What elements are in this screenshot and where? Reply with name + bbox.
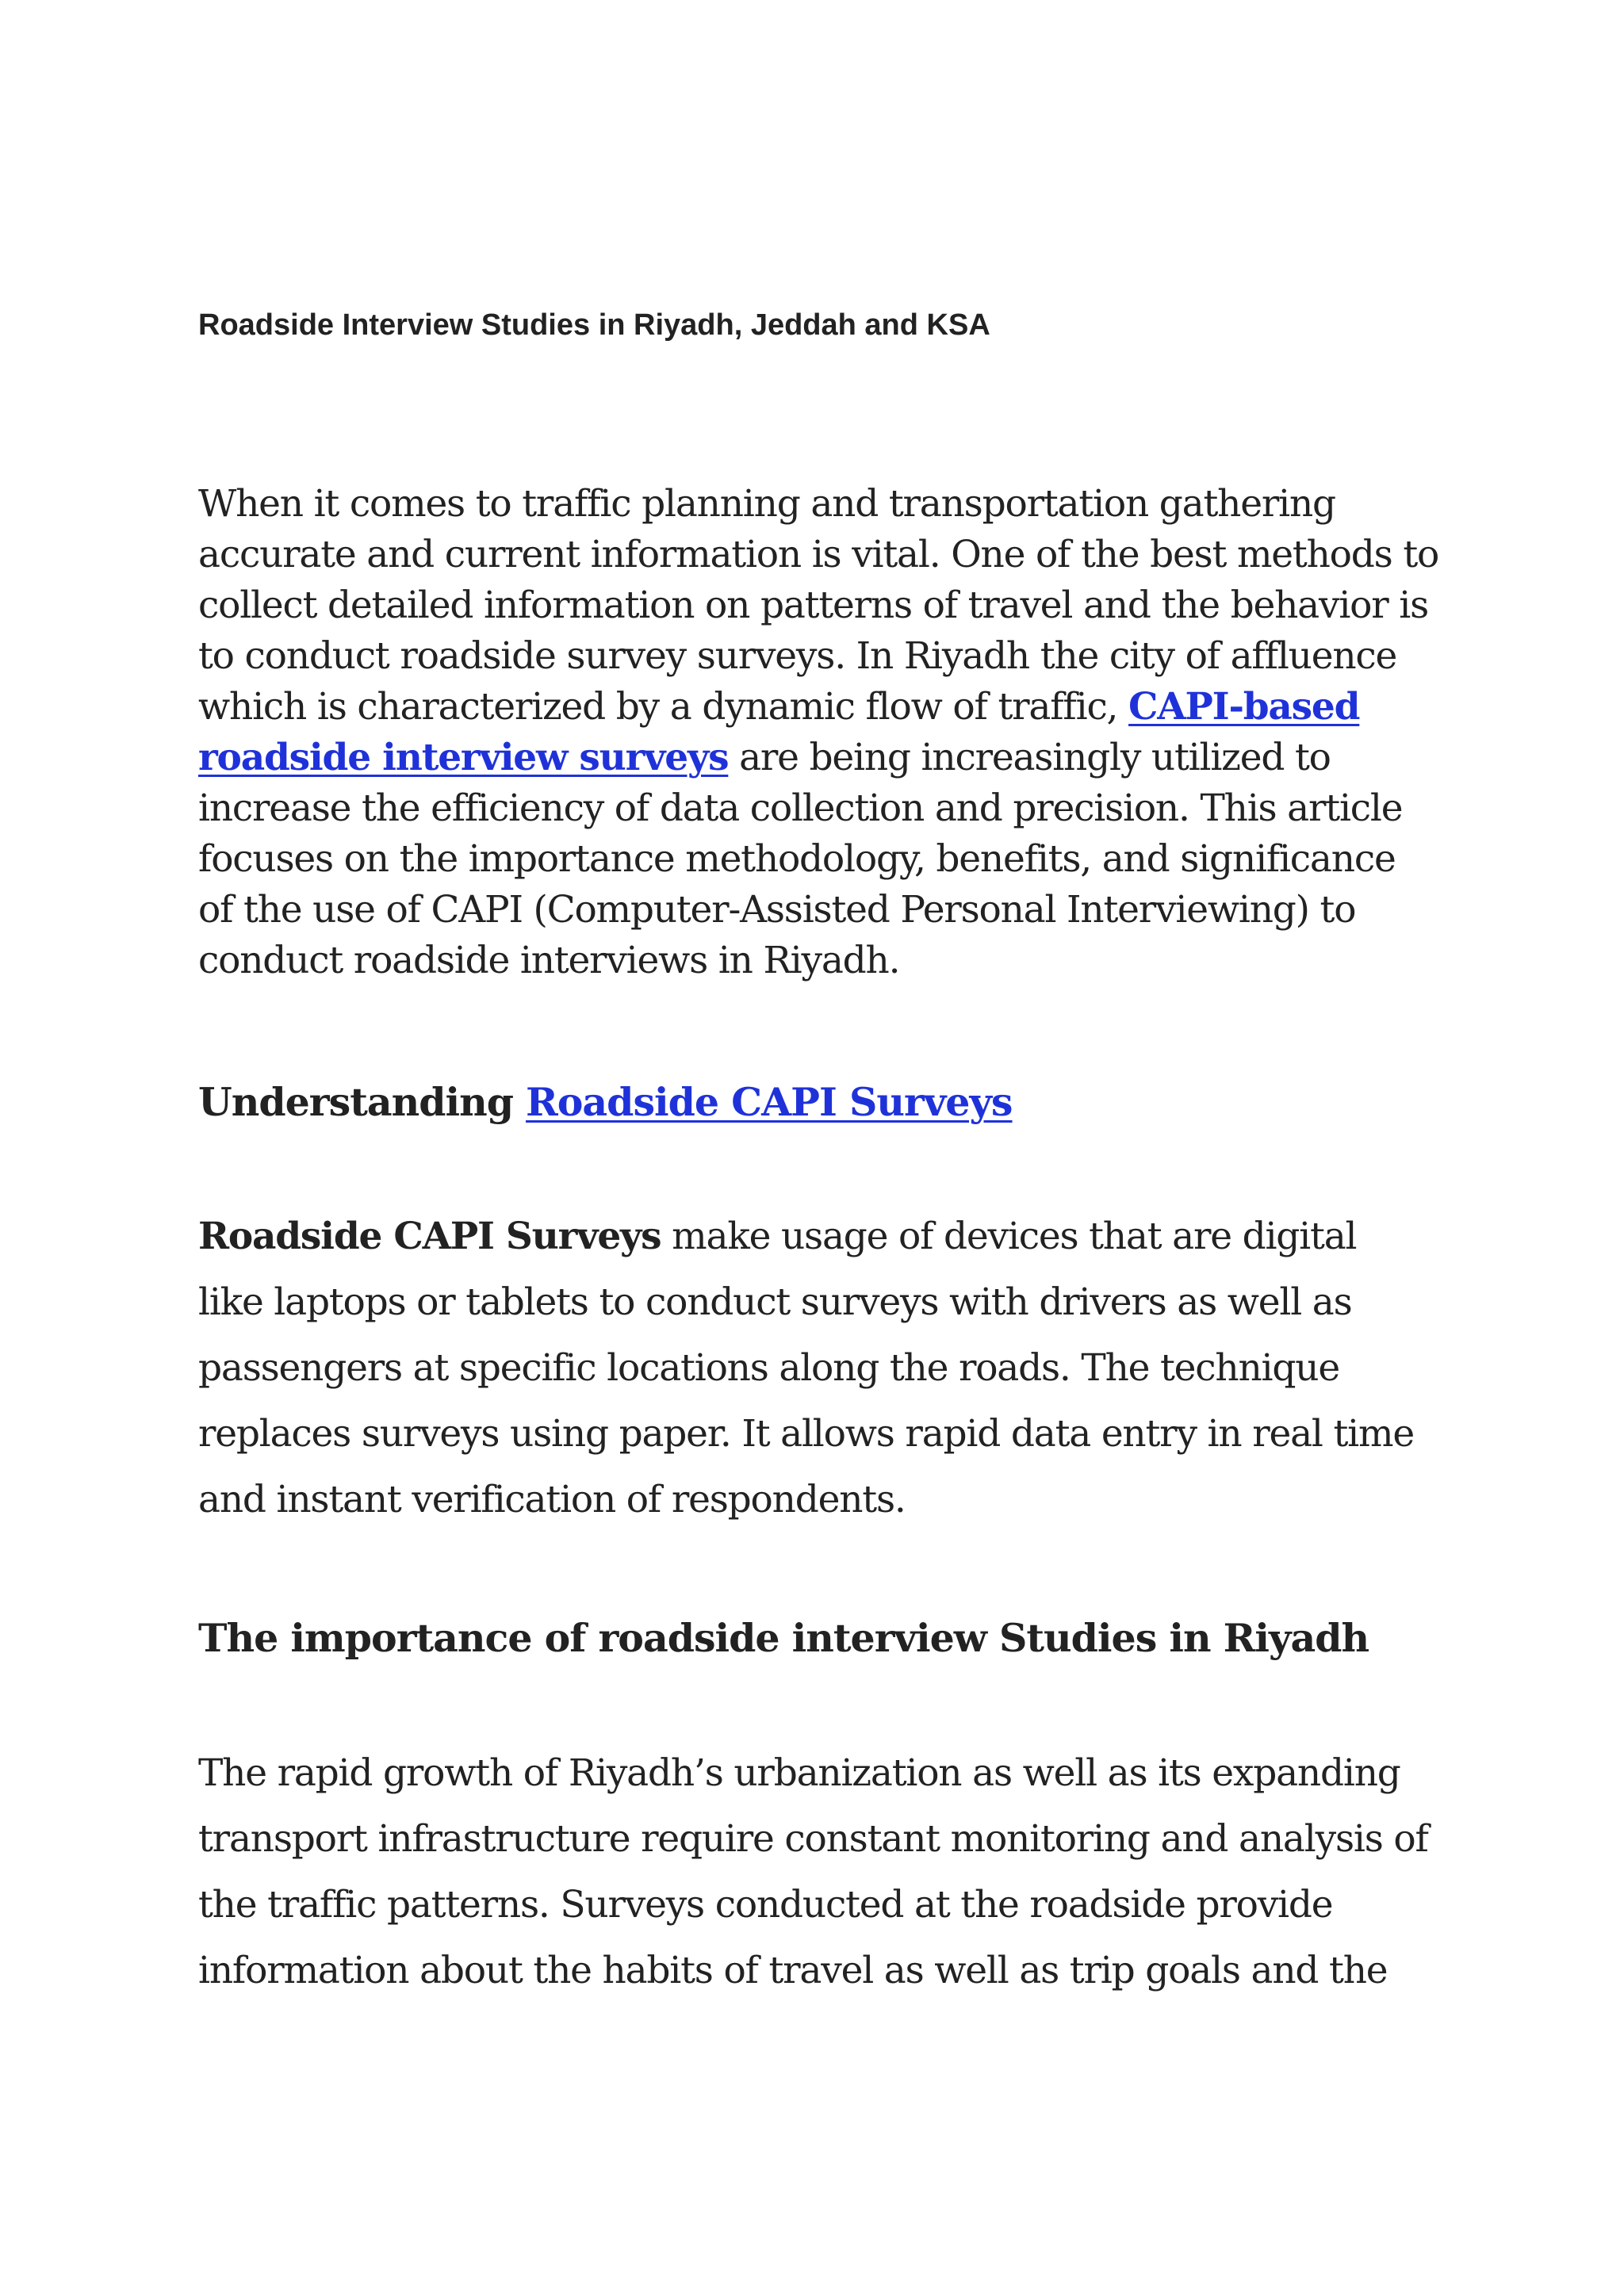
intro-line-4: to conduct roadside survey surveys. In Riyadh the city of affluence — [198, 634, 1397, 678]
intro-line-8: focuses on the importance methodology, benefits, and significance — [198, 837, 1396, 881]
growth-line-1: The rapid growth of Riyadh’s urbanization as well as its expanding — [198, 1751, 1400, 1795]
capi-lead-bold: Roadside CAPI Surveys — [198, 1215, 661, 1258]
intro-line-6 — [198, 733, 1443, 783]
intro-line-6-text: are being increasingly utilized to — [728, 736, 1331, 779]
intro-line-2: accurate and current information is vital. One of the best methods to — [198, 533, 1439, 576]
intro-paragraph — [198, 479, 1443, 986]
intro-line-5 — [198, 682, 1443, 733]
capi-line-1 — [198, 1203, 1443, 1269]
growth-line-2: transport infrastructure require constant monitoring and analysis of — [198, 1817, 1428, 1861]
intro-line-9: of the use of CAPI (Computer-Assisted Personal Interviewing) to — [198, 888, 1356, 932]
intro-line-1: When it comes to traffic planning and transportation gathering — [198, 482, 1335, 526]
intro-line-10: conduct roadside interviews in Riyadh. — [198, 939, 900, 982]
heading-importance: The importance of roadside interview Studies in Riyadh — [198, 1615, 1369, 1661]
intro-line-7: increase the efficiency of data collection and precision. This article — [198, 786, 1403, 830]
growth-paragraph — [198, 1740, 1443, 2003]
heading-understanding-prefix: Understanding — [198, 1079, 527, 1125]
roadside-interview-surveys-link[interactable]: roadside interview surveys — [198, 736, 729, 779]
capi-line-3: passengers at specific locations along the roads. The technique — [198, 1346, 1339, 1390]
capi-paragraph — [198, 1203, 1443, 1533]
document-title: Roadside Interview Studies in Riyadh, Jeddah and KSA — [198, 308, 990, 342]
capi-line-5: and instant verification of respondents. — [198, 1478, 906, 1521]
capi-line-1-text: make usage of devices that are digital — [661, 1215, 1357, 1258]
intro-line-3: collect detailed information on patterns of travel and the behavior is — [198, 584, 1429, 627]
intro-line-5-text: which is characterized by a dynamic flow of traffic, — [198, 685, 1129, 729]
capi-based-link[interactable]: CAPI-based — [1128, 685, 1360, 729]
capi-line-4: replaces surveys using paper. It allows rapid data entry in real time — [198, 1412, 1414, 1456]
growth-line-4: information about the habits of travel as well as trip goals and the — [198, 1949, 1388, 1992]
growth-line-3: the traffic patterns. Surveys conducted at the roadside provide — [198, 1883, 1333, 1927]
heading-understanding — [198, 1077, 1013, 1127]
roadside-capi-surveys-link[interactable]: Roadside CAPI Surveys — [526, 1079, 1013, 1125]
capi-line-2: like laptops or tablets to conduct surveys with drivers as well as — [198, 1280, 1352, 1324]
